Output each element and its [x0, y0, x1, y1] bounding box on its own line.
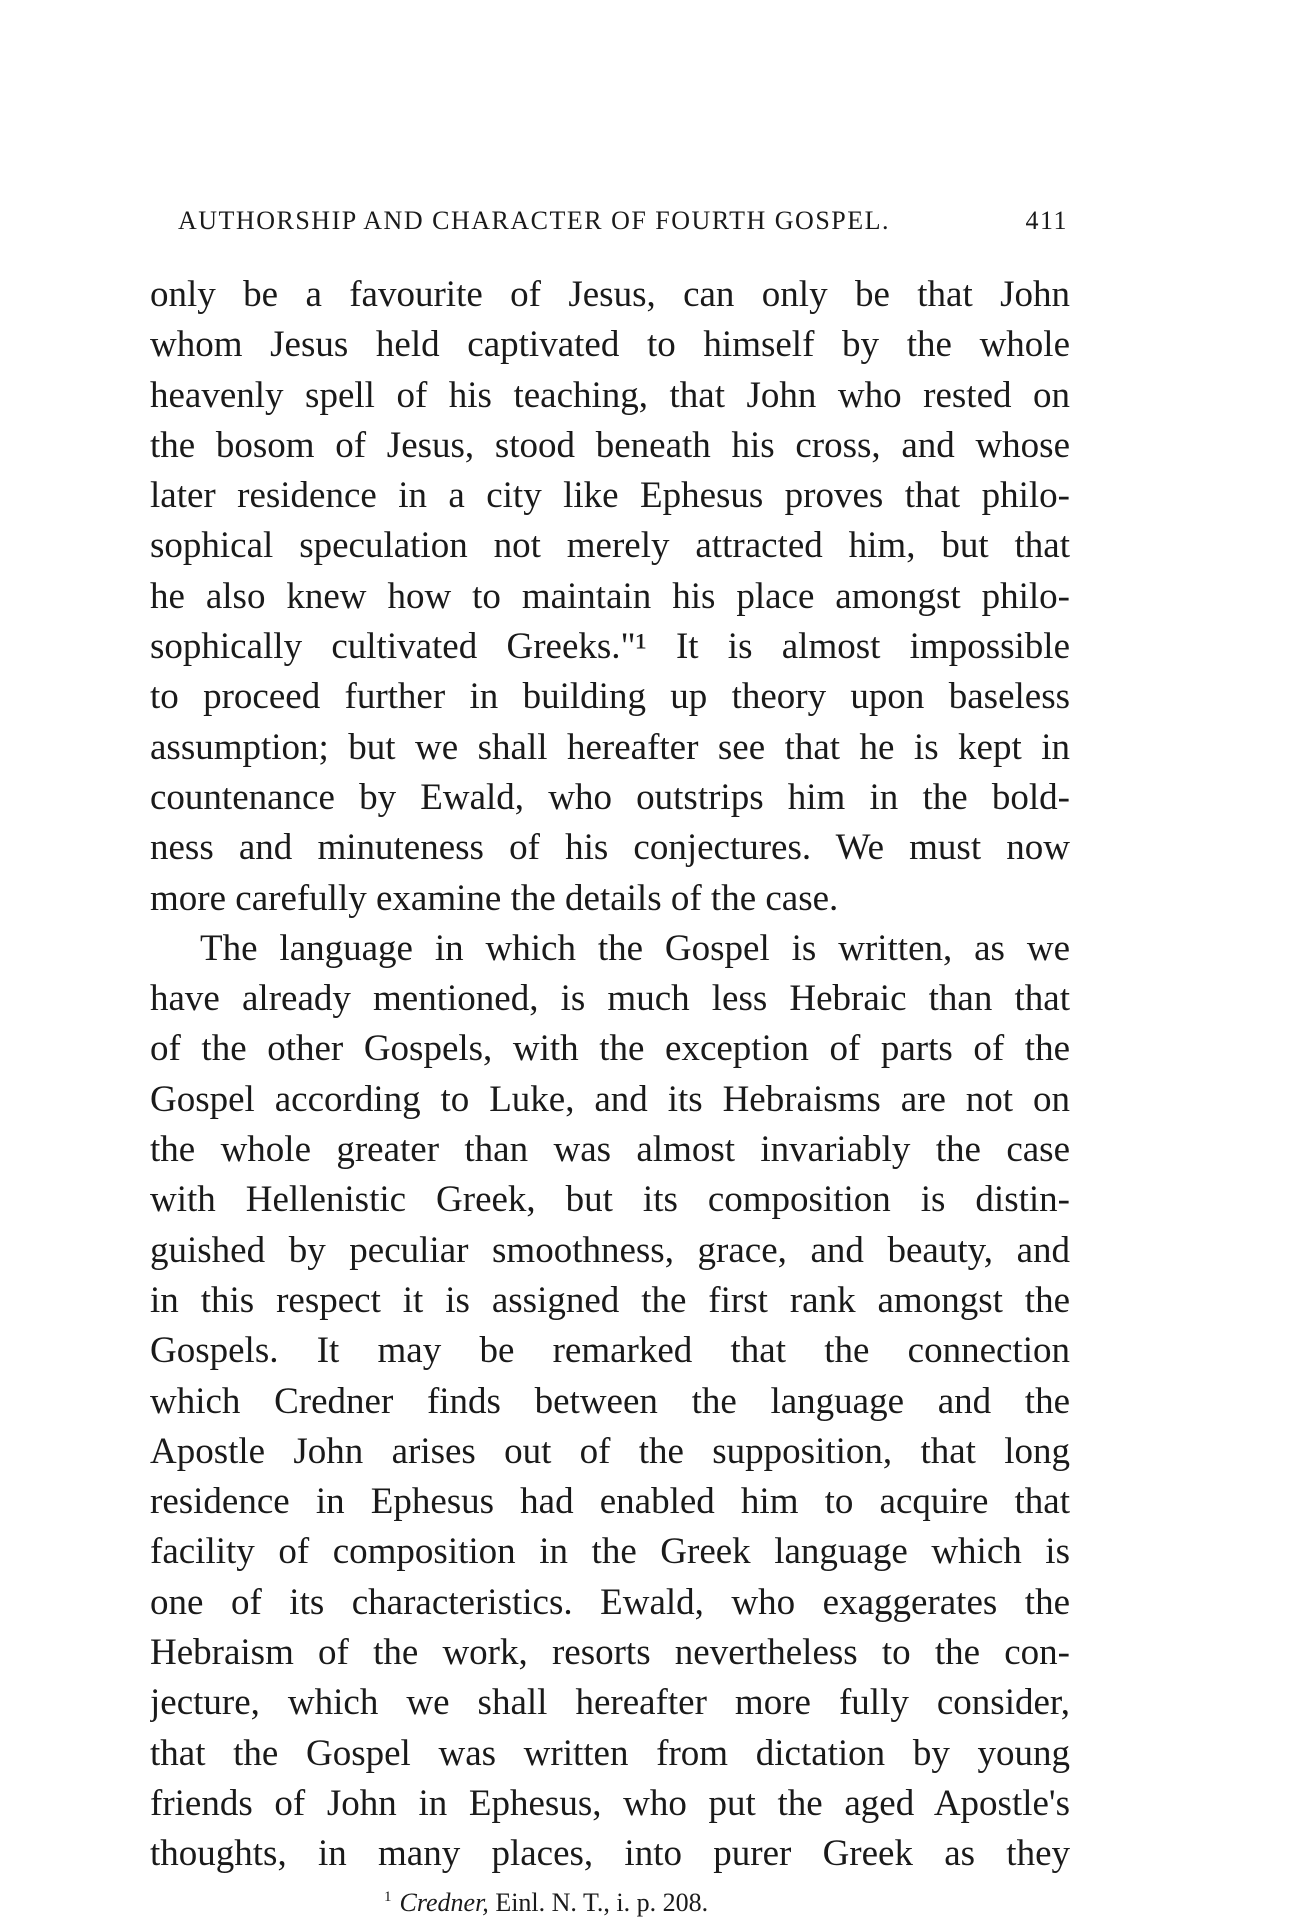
text-line: facility of composition in the Greek language which is — [150, 1531, 1070, 1573]
body-text — [150, 270, 1070, 1880]
footnote — [384, 1888, 708, 1918]
running-head-title: AUTHORSHIP AND CHARACTER OF FOURTH GOSPEL. — [178, 206, 890, 235]
paragraph-end-line: more carefully examine the details of the case. — [150, 877, 839, 919]
paragraph-start-line: The language in which the Gospel is written, as we — [200, 927, 1070, 969]
text-line: whom Jesus held captivated to himself by the whole — [150, 324, 1070, 366]
text-line: only be a favourite of Jesus, can only be that John — [150, 274, 1070, 315]
text-line: the bosom of Jesus, stood beneath his cross, and whose — [150, 424, 1070, 466]
text-line: assumption; but we shall hereafter see that he is kept in — [150, 726, 1070, 768]
text-line: that the Gospel was written from dictation by young — [150, 1732, 1070, 1774]
text-line: guished by peculiar smoothness, grace, and beauty, and — [150, 1229, 1070, 1271]
text-line: of the other Gospels, with the exception of parts of the — [150, 1028, 1070, 1070]
text-line: to proceed further in building up theory upon baseless — [150, 676, 1070, 718]
running-head — [178, 206, 1068, 242]
text-line: Apostle John arises out of the supposition, that long — [150, 1430, 1070, 1472]
text-line: Gospels. It may be remarked that the connection — [150, 1330, 1070, 1372]
text-line: in this respect it is assigned the first rank amongst the — [150, 1279, 1070, 1321]
text-line: sophical speculation not merely attracted him, but that — [150, 525, 1070, 567]
text-line: residence in Ephesus had enabled him to acquire that — [150, 1481, 1070, 1523]
text-line: heavenly spell of his teaching, that John who rested on — [150, 374, 1070, 416]
text-line: jecture, which we shall hereafter more fully consider, — [150, 1682, 1070, 1724]
text-line: thoughts, in many places, into purer Greek as they — [150, 1833, 1070, 1875]
text-line: ness and minuteness of his conjectures. We must now — [150, 827, 1070, 869]
text-line: have already mentioned, is much less Hebraic than that — [150, 978, 1070, 1020]
text-line: one of its characteristics. Ewald, who exaggerates the — [150, 1581, 1070, 1623]
text-line: Hebraism of the work, resorts nevertheless to the con- — [150, 1632, 1070, 1674]
footnote-marker: 1 — [384, 1889, 392, 1906]
text-line: countenance by Ewald, who outstrips him in the bold- — [150, 776, 1070, 818]
text-line: which Credner finds between the language and the — [150, 1380, 1070, 1422]
text-line: friends of John in Ephesus, who put the aged Apostle's — [150, 1782, 1070, 1824]
footnote-citation: Einl. N. T., i. p. 208. — [495, 1888, 709, 1917]
text-line: Gospel according to Luke, and its Hebraisms are not on — [150, 1078, 1070, 1120]
text-line: he also knew how to maintain his place amongst philo- — [150, 575, 1070, 617]
page-number: 411 — [1025, 206, 1068, 235]
footnote-author: Credner, — [399, 1888, 489, 1917]
text-line: later residence in a city like Ephesus proves that philo- — [150, 475, 1070, 517]
text-line: with Hellenistic Greek, but its composition is distin- — [150, 1179, 1070, 1221]
text-line: the whole greater than was almost invariably the case — [150, 1129, 1070, 1171]
text-line: sophically cultivated Greeks."¹ It is almost impossible — [150, 626, 1070, 668]
